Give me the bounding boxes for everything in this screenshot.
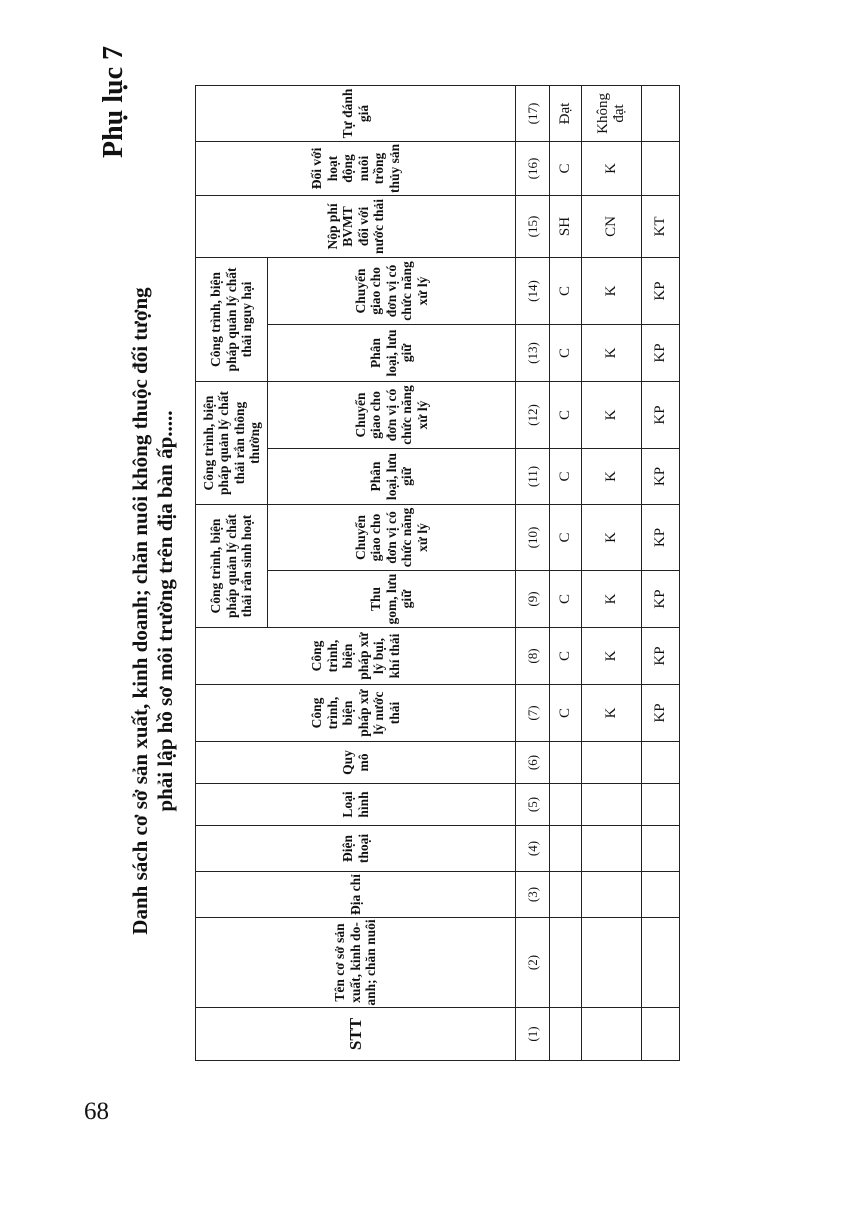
table-cell: K xyxy=(582,449,642,505)
table-cell xyxy=(550,1008,582,1061)
header-type: Loại hình xyxy=(196,784,516,826)
column-number: (12) xyxy=(516,381,550,448)
table-row xyxy=(550,85,582,1060)
table-cell: C xyxy=(550,257,582,324)
header-address: Địa chỉ xyxy=(196,872,516,918)
appendix-label: Phụ lục 7 xyxy=(98,46,129,159)
header-stt: STT xyxy=(196,1008,516,1061)
title-line-1: Danh sách cơ sở sản xuất, kinh doanh; chăn nuôi không thuộc đối tượng xyxy=(128,287,152,935)
table-cell xyxy=(582,784,642,826)
table-cell: K xyxy=(582,141,642,195)
table-cell: K xyxy=(582,257,642,324)
header-ordinary-transfer: Chuyển giao cho đơn vị có chức năng xử lý xyxy=(268,381,516,448)
table-cell: C xyxy=(550,381,582,448)
table-cell: K xyxy=(582,505,642,571)
table-cell xyxy=(582,826,642,872)
table-cell xyxy=(550,742,582,784)
table-cell: C xyxy=(550,505,582,571)
table-cell: K xyxy=(582,628,642,685)
page-number: 68 xyxy=(84,1098,109,1125)
table-cell: K xyxy=(582,685,642,742)
document-title xyxy=(128,131,178,1091)
header-hazardous-sorting: Phân loại, lưu giữ xyxy=(268,324,516,381)
header-wastewater-treatment: Công trình, biện pháp xử lý nước thải xyxy=(196,685,516,742)
table-cell xyxy=(550,872,582,918)
table-cell: K xyxy=(582,381,642,448)
table-cell: C xyxy=(550,141,582,195)
header-dust-emission-treatment: Công trình, biện pháp xử lý bụi, khí thải xyxy=(196,628,516,685)
column-number: (17) xyxy=(516,85,550,141)
column-number: (9) xyxy=(516,571,550,628)
column-number: (8) xyxy=(516,628,550,685)
table-cell: C xyxy=(550,324,582,381)
column-number: (5) xyxy=(516,784,550,826)
column-number: (13) xyxy=(516,324,550,381)
column-number: (14) xyxy=(516,257,550,324)
column-number: (3) xyxy=(516,872,550,918)
header-environmental-fee: Nộp phí BVMT đối với nước thải xyxy=(196,195,516,257)
table-cell: KP xyxy=(642,381,680,448)
table-cell: KP xyxy=(642,324,680,381)
table-cell: KP xyxy=(642,571,680,628)
table-cell xyxy=(582,742,642,784)
table-cell xyxy=(642,918,680,1008)
table-cell xyxy=(642,141,680,195)
column-number: (16) xyxy=(516,141,550,195)
header-facility-name: Tên cơ sở sản xuất, kinh do-anh; chăn nuôi xyxy=(196,918,516,1008)
table-cell xyxy=(642,1008,680,1061)
table-cell xyxy=(582,1008,642,1061)
table-cell: Không đạt xyxy=(582,85,642,141)
table-cell xyxy=(550,918,582,1008)
table-row xyxy=(582,85,642,1060)
table-cell: C xyxy=(550,685,582,742)
column-number: (11) xyxy=(516,449,550,505)
title-line-2: phải lập hồ sơ môi trường trên địa bàn ấp..... xyxy=(153,410,177,812)
table-cell xyxy=(642,85,680,141)
table-cell: K xyxy=(582,571,642,628)
table-cell: Đạt xyxy=(550,85,582,141)
table-cell: C xyxy=(550,571,582,628)
header-domestic-collection: Thu gom, lưu giữ xyxy=(268,571,516,628)
table-cell: KP xyxy=(642,628,680,685)
table-cell: SH xyxy=(550,195,582,257)
table-cell: KP xyxy=(642,685,680,742)
column-number: (6) xyxy=(516,742,550,784)
table-cell: KP xyxy=(642,257,680,324)
table-cell: CN xyxy=(582,195,642,257)
header-hazardous-waste: Công trình, biện pháp quản lý chất thải nguy hại xyxy=(196,257,268,381)
header-hazardous-transfer: Chuyển giao cho đơn vị có chức năng xử lý xyxy=(268,257,516,324)
header-domestic-transfer: Chuyển giao cho đơn vị có chức năng xử lý xyxy=(268,505,516,571)
column-number: (4) xyxy=(516,826,550,872)
header-ordinary-sorting: Phân loại, lưu giữ xyxy=(268,449,516,505)
table-cell xyxy=(642,784,680,826)
column-number: (7) xyxy=(516,685,550,742)
header-aquaculture: Đối với hoạt động nuôi trồng thủy sản xyxy=(196,141,516,195)
header-ordinary-solid-waste: Công trình, biện pháp quản lý chất thải rắn thông thường xyxy=(196,381,268,504)
table-cell xyxy=(642,872,680,918)
facility-list-table xyxy=(195,85,680,1061)
table-row xyxy=(642,85,680,1060)
table-cell xyxy=(550,784,582,826)
table-cell: KP xyxy=(642,505,680,571)
table-cell: KP xyxy=(642,449,680,505)
header-scale: Quy mô xyxy=(196,742,516,784)
table-cell: KT xyxy=(642,195,680,257)
header-self-assessment: Tự đánh giá xyxy=(196,85,516,141)
table-cell xyxy=(550,826,582,872)
column-number: (2) xyxy=(516,918,550,1008)
table-cell: C xyxy=(550,628,582,685)
column-number: (10) xyxy=(516,505,550,571)
table-cell xyxy=(582,872,642,918)
column-number: (1) xyxy=(516,1008,550,1061)
column-number: (15) xyxy=(516,195,550,257)
table-cell xyxy=(582,918,642,1008)
table-cell xyxy=(642,742,680,784)
column-number-row xyxy=(516,85,550,1060)
table-cell xyxy=(642,826,680,872)
table-cell: C xyxy=(550,449,582,505)
header-phone: Điện thoại xyxy=(196,826,516,872)
table-cell: K xyxy=(582,324,642,381)
header-domestic-solid-waste: Công trình, biện pháp quản lý chất thải rắn sinh hoạt xyxy=(196,505,268,628)
